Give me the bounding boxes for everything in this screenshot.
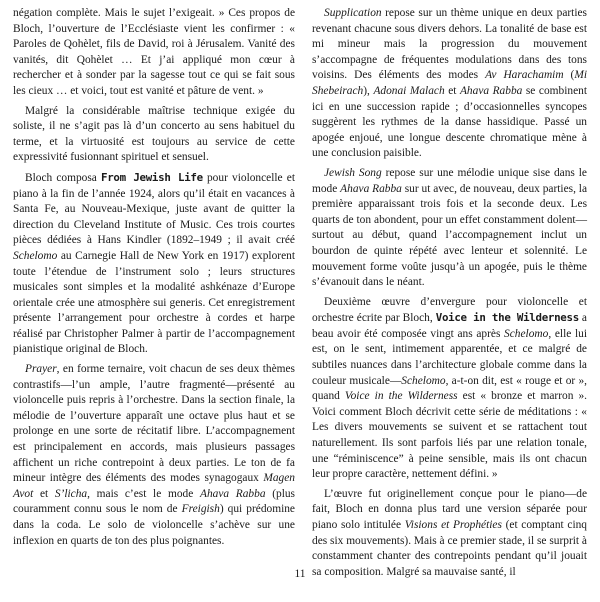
italic-text: Mi Shebeirach <box>312 69 587 97</box>
text-run: (plus couramment connu sous le nom de <box>13 487 295 516</box>
work-title: Voice in the Wilderness <box>435 311 579 325</box>
text-run: Bloch composa <box>25 171 102 184</box>
text-run: ), <box>363 84 374 97</box>
italic-text: S’licha <box>54 487 88 500</box>
italic-text: Prayer <box>25 363 57 376</box>
paragraph <box>13 170 295 358</box>
italic-text: Visions et Prophéties <box>404 519 502 531</box>
text-run: pour violoncelle et piano à la fin de l’année 1924, alors qu’il était en vacances à Santa Fe, au Nouveau-Mexique, juste avant de quitter la direction du Cleveland Institute of Music. Ces trois courtes pièces dédiées à Hans Kindler (1892–1949 ; il avait créé <box>13 171 295 247</box>
text-run: (et comptant cinq des six mouvements). Mais à ce premier stade, il se surprit à constamment chanter des contrepoints pendant qu’il jouait sa composition. Malgré sa mauvaise santé, il <box>312 519 587 578</box>
text-run: , mais c’est le mode <box>87 487 200 500</box>
paragraph <box>312 166 587 291</box>
paragraph <box>13 6 295 100</box>
text-run: L’œuvre fut originellement conçue pour le piano—de fait, Bloch en donna plus tard une version séparée pour piano solo intitulée <box>312 487 587 531</box>
text-run: Malgré la considérable maîtrise technique exigée du soliste, il ne s’agit pas là d’un concerto au sens habituel du terme, et la virtuosité est toujours au service de cette expressivité fusionnant spirituel et sensuel. <box>13 104 295 164</box>
italic-text: Ahava Rabba <box>199 487 266 500</box>
text-run: ( <box>563 69 575 82</box>
italic-text: Schelomo <box>13 249 58 262</box>
text-run: et <box>444 84 460 97</box>
italic-text: Voice in the Wilderness <box>344 390 458 403</box>
italic-text: Ahava Rabba <box>340 182 402 195</box>
page-number: 11 <box>294 568 306 580</box>
text-run: , a-t-on dit, est « rouge et or », quand <box>312 374 587 403</box>
italic-text: Adonai Malach <box>373 84 445 97</box>
text-run: , elle lui est, on le sent, intimement apparentée, et ce malgré de subtiles nuances dans l’architecture globale comme dans la couleur musicale— <box>312 327 587 387</box>
text-run: repose sur une mélodie unique sise dans le mode <box>312 166 587 195</box>
paragraph <box>13 104 295 166</box>
paragraph <box>312 6 587 162</box>
left-column <box>13 6 295 549</box>
text-run: ) qui prédomine dans la coda. Le solo de violoncelle s’achève sur une inflexion en quarts de ton des plus poignantes. <box>13 503 295 547</box>
italic-text: Schelomo <box>401 374 446 387</box>
text-run: a beau avoir été composée vingt ans après <box>312 312 587 340</box>
italic-text: Ahava Rabba <box>459 84 523 97</box>
italic-text: Magen Avot <box>13 472 295 500</box>
italic-text: Freigish <box>181 503 220 516</box>
text-run: se combinent ici en une succession rapide ; d’occasionnelles syncopes suggèrent les rythmes de la danse hassidique. Passé un apogée enjoué, une longue descente chromatique mène à une conclusion paisible. <box>312 84 587 160</box>
text-run: , en forme ternaire, voit chacun de ses deux thèmes contrastifs—l’un ample, l’autre fragmenté—présenté au violoncelle puis repris à l’orchestre. Dans la section finale, la mélodie de l’ouverture apparaît une octave plus haut et se prolonge en une sorte de récitatif libre. L’accompagnement est principalement en accords, mais plusieurs passages affichent un riche contrepoint à deux parties. Le ton de fa mineur intègre des éléments des modes synagogaux <box>13 363 295 485</box>
italic-text: Supplication <box>324 7 382 19</box>
italic-text: Schelomo <box>504 327 549 340</box>
text-run: repose sur un thème unique en deux parties revenant chacune sous divers dehors. La tonalité de base est mi mineur mais la progression du mouvement s’accompagne de fréquentes modulations dans des tons voisins. Des éléments des modes <box>312 7 587 82</box>
text-run: sur ut avec, de nouveau, deux parties, la première apparaissant trois fois et la seconde deux. Les quarts de ton abondent, pour un effet constamment dolent—surtout au début, quand l’accompagnement inclut un bourdon de quinte répété avec lenteur et solennité. Le mouvement forme voûte jusqu’à un apogée, puis le thème s’évanouit dans le néant. <box>312 182 588 289</box>
italic-text: Av Harachamim <box>485 69 564 82</box>
italic-text: Jewish Song <box>324 166 382 179</box>
right-column <box>312 6 587 580</box>
text-run: négation complète. Mais le sujet l’exigeait. » Ces propos de Bloch, l’ouverture de l’Ecclésiaste vient les confirmer : « Paroles de Qohèlet, fils de David, roi à Jérusalem. Vanité des vanités, dit Qohèlet … Et j’ai appliqué mon cœur à rechercher et à sonder par la sagesse tout ce qui se fait sous les cieux … et voici, tout est vanité et pâture de vent. » <box>13 7 295 97</box>
paragraph <box>312 295 587 483</box>
text-run: et <box>33 487 55 500</box>
text-run: Deuxième œuvre d’envergure pour violoncelle et orchestre écrite par Bloch, <box>312 295 587 325</box>
paragraph <box>13 362 295 549</box>
text-run: est « bronze et marron ». Voici comment Bloch décrivit cette série de méditations : « Les divers mouvements se suivent et se rattachent tout naturellement. Ils sont parfois liés par une relation tonale, une “réminiscence” à peine sensible, mais ils ont chacun leur propre caractère, nettement défini. » <box>312 390 587 481</box>
text-run: au Carnegie Hall de New York en 1917) explorent toute l’étendue de l’instrument solo ; leurs structures musicales sont simples et la modalité ashkénaze d’Europe orientale crée une atmosphère sui generis. Cet enregistrement présente l’arrangement pour orchestre à cordes et harpe réalisé par Christopher Palmer à partir de l’accompagnement pianistique original de Bloch. <box>13 249 295 356</box>
work-title: From Jewish Life <box>101 170 203 184</box>
